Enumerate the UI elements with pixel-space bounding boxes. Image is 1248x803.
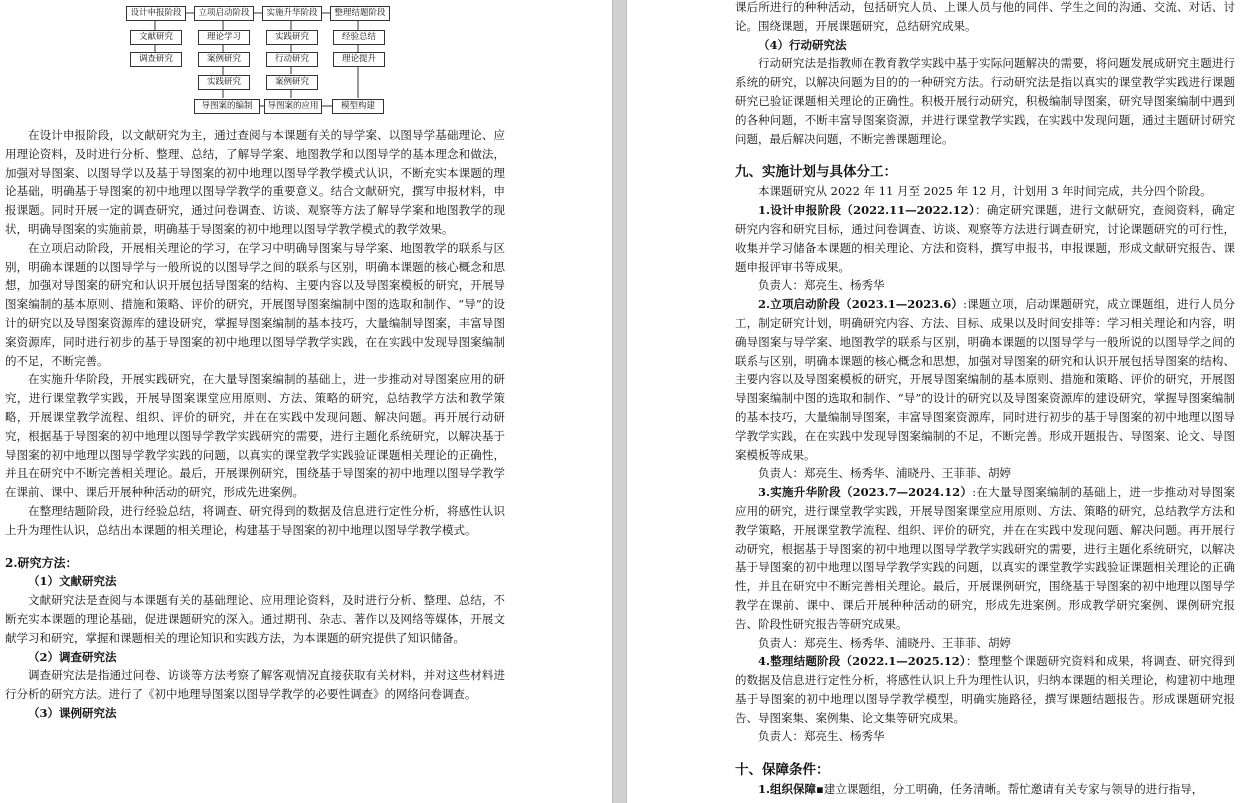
stage-title: 1.组织保障 [758, 782, 817, 797]
flow-node: 文献研究 [130, 30, 182, 45]
left-text-column [5, 126, 505, 723]
paragraph: 在整理结题阶段，进行经验总结，将调查、研究得到的数据及信息进行定性分析，将感性认识上升为理性认识，总结出本课题的相关理论，构建基于导图案的初中地理以图导学教学模式。 [5, 503, 505, 537]
stage-paragraph [735, 780, 1235, 799]
paragraph: 在立项启动阶段，开展相关理论的学习，在学习中明确导图案与导学案、地图教学的联系与区别，明确本课题的以图导学与一般所说的以图导学之间的联系与区别，明确本课题的核心概念和思想，加强对导图案的研究和认识开展包括导图案的结构、主要内容以及导图案模板的研究，开展导图案编制的基本原则、措施和策略、评价的研究，开展图导图案编制中图的选取和制作、“导”的设计的研究以及导图案资源库的建设研究，掌握导图案编制的基本技巧，大量编制导图案，丰富导图案资源库，同时进行初步的基于导图案的初中地理以图导学教学实践，在在实践中发现导图案编制的不足，不断完善。 [5, 240, 505, 368]
flow-node: 理论提升 [333, 52, 385, 67]
stage-title: 2.立项启动阶段（2023.1—2023.6） [758, 297, 964, 312]
paragraph: 本课题研究从 2022 年 11 月至 2025 年 12 月，计划用 3 年时间完成，共分四个阶段。 [758, 184, 1212, 199]
stage-text: :课题立项，启动课题研究，成立课题组，进行人员分工，制定研究计划，明确研究内容、方法、目标、成果以及时间安排等：学习相关理论和内容，明确导图案与导学案、地图教学的联系与区别，明确本课题的以图导学与一般所说的以图导学之间的联系与区别，明确本课题的核心概念和思想，加强对导图案的研究和认识开展包括导图案的结构、主要内容以及导图案模板的研究，开展导图案编制的基本原则、措施和策略、评价的研究，开展图导图案编制中图的选取和制作、“导”的设计的研究以及导图案资源库的建设研究，掌握导图案编制的基本技巧，大量编制导图案，丰富导图案资源库，同时进行初步的基于导图案的初中地理以图导学教学实践，在在实践中发现导图案编制的不足，不断完善。形成开题报告、导图案、论文、导图案模板等成果。 [735, 297, 1236, 462]
flow-stage-design: 设计申报阶段 [126, 6, 186, 21]
stage-text: ：整理整个课题研究资料和成果，将调查、研究得到的数据及信息进行定性分析，将感性认识上升为理性认识，归纳本课题的相关理论，构建初中地理基于导图案的初中地理以图导学教学模型，明确实施路径，撰写课题结题报告。形成课题研究报告、导图案集、案例集、论文集等研究成果。 [735, 654, 1236, 725]
stage-text: ▪建立课题组，分工明确，任务清晰。帮忙邀请有关专家与领导的进行指导， [816, 782, 1204, 797]
stage-paragraph [735, 295, 1235, 464]
responsible-line: 负责人：郑亮生、杨秀华 [758, 278, 885, 293]
flow-stage-conclude: 整理结题阶段 [330, 6, 390, 21]
flow-node: 模型构建 [332, 99, 384, 114]
stage-title: 1.设计申报阶段（2022.11—2022.12） [758, 203, 976, 218]
flow-node: 经验总结 [333, 30, 385, 45]
responsible-line: 负责人：郑亮生、杨秀华、浦晓丹、王菲菲、胡婷 [758, 466, 1011, 481]
flow-node: 实践研究 [198, 75, 250, 90]
section-heading: 九、实施计划与具体分工： [735, 164, 897, 181]
flow-node: 案例研究 [266, 75, 318, 90]
flow-node: 实践研究 [266, 30, 318, 45]
paragraph: 在设计申报阶段，以文献研究为主，通过查阅与本课题有关的导学案、以图导学基础理论、应用理论资料，及时进行分析、整理、总结，了解导学案、地图教学和以图导学的基本理念和做法，加强对导图案、以图导学以及基于导图案的初中地理以图导学教学模式认识，不断充实本课题的理论基础，明确基于导图案的初中地理以图导学教学的重要意义。结合文献研究，撰写申报材料，申报课题。同时开展一定的调查研究，通过问卷调查、访谈、观察等方法了解导学案和地图教学的现状，明确导图案的实施前景，明确基于导图案的初中地理以图导学教学模式的教学效果。 [5, 128, 505, 236]
flow-node: 导图案的编制 [194, 99, 260, 114]
flow-stage-launch: 立项启动阶段 [194, 6, 254, 21]
flow-node: 调查研究 [130, 52, 182, 67]
flow-node: 案例研究 [198, 52, 250, 67]
right-text-column [735, 0, 1235, 799]
method-title: （3）课例研究法 [28, 705, 117, 720]
responsible-line: 负责人：郑亮生、杨秀华 [758, 729, 885, 744]
document-page-left [0, 0, 612, 803]
stage-paragraph [735, 652, 1235, 727]
paragraph: 行动研究法是指教师在教育教学实践中基于实际问题解决的需要，将问题发展成研究主题进行系统的研究，以解决问题为目的的一种研究方法。行动研究法是指以真实的课堂教学实践进行课题研究已验证课题相关理论的正确性。积极开展行动研究，积极编制导图案，研究导图案编制中遇到的各种问题，不断丰富导图案资源，并进行课堂教学实践，在实践中发现问题，通过主题研讨研究问题，最后解决问题，不断完善课题理论。 [735, 56, 1235, 146]
paragraph: 调查研究法是指通过问卷、访谈等方法考察了解客观情况直接获取有关材料，并对这些材料进行分析的研究方法。进行了《初中地理导图案以图导学教学的必要性调查》的网络问卷调查。 [5, 668, 505, 702]
stage-text: ：确定研究课题，进行文献研究，查阅资料，确定研究内容和研究目标，通过问卷调查、访谈、观察等方法进行调查研究，讨论课题研究的可行性，收集并学习储备本课题的相关理论、方法和资料，撰写申报书，申报课题，形成文献研究报告、课题申报评审书等成果。 [735, 203, 1235, 274]
flow-stage-implement: 实施升华阶段 [262, 6, 322, 21]
stage-title: 3.实施升华阶段（2023.7—2024.12） [758, 485, 973, 500]
paragraph: 在实施升华阶段，开展实践研究，在大量导图案编制的基础上，进一步推动对导图案应用的研究，进行课堂教学实践，开展导图案课堂应用原则、方法、策略的研究，总结教学方法和教学策略，开展课堂教学流程、组织、评价的研究，并在在实践中发现问题、解决问题。再开展行动研究，根据基于导图案的初中地理以图导学教学实践研究的需要，进行主题化系统研究，以解决基于导图案的初中地理以图导学教学实践的问题，以真实的课堂教学实践验证课题相关理论的正确性，并且在研究中不断完善相关理论。最后，开展课例研究，围绕基于导图案的初中地理以图导学教学在课前、课中、课后开展种种活动的研究，形成先进案例。 [5, 372, 505, 500]
method-title: （2）调查研究法 [28, 649, 117, 664]
method-title: （4）行动研究法 [758, 37, 847, 52]
method-title: （1）文献研究法 [28, 574, 117, 589]
stage-text: :在大量导图案编制的基础上，进一步推动对导图案应用的研究，进行课堂教学实践，开展导图案课堂应用原则、方法、策略的研究，总结教学方法和教学策略，开展课堂教学流程、组织、评价的研究，并在在实践中发现问题、解决问题。再开展行动研究，根据基于导图案的初中地理以图导学教学实践研究的需要，进行主题化系统研究，以解决基于导图案的初中地理以图导学教学实践的问题，以真实的课堂教学实践验证课题相关理论的正确性，并且在研究中不断完善相关理论。最后，开展课例研究，围绕基于导图案的初中地理以图导学教学在课前、课中、课后开展种种活动的研究，形成先进案例。形成教学研究案例、课例研究报告、阶段性研究报告等研究成果。 [735, 485, 1235, 631]
flow-node: 行动研究 [266, 52, 318, 67]
section-heading: 十、保障条件： [735, 762, 830, 779]
paragraph: 课后所进行的种种活动，包括研究人员、上课人员与他的同伴、学生之间的沟通、交流、对话、讨论。围绕课题，开展课题研究，总结研究成果。 [735, 0, 1235, 33]
paragraph: 文献研究法是查阅与本课题有关的基础理论、应用理论资料，及时进行分析、整理、总结，不断充实本课题的理论基础，促进课题研究的深入。通过期刊、杂志、著作以及网络等媒体，开展文献学习和研究，掌握和课题相关的理论知识和实践方法，为本课题的研究提供了知识储备。 [5, 593, 505, 645]
flow-node: 导图案的应用 [264, 99, 322, 114]
document-page-right [627, 0, 1248, 803]
stage-title: 4.整理结题阶段（2022.1—2025.12） [758, 654, 966, 669]
research-flowchart [120, 0, 396, 124]
page-gutter [612, 0, 627, 803]
flow-node: 理论学习 [198, 30, 250, 45]
section-heading: 2.研究方法： [5, 555, 78, 570]
stage-paragraph [735, 483, 1235, 633]
responsible-line: 负责人：郑亮生、杨秀华、浦晓丹、王菲菲、胡婷 [758, 635, 1011, 650]
stage-paragraph [735, 201, 1235, 276]
